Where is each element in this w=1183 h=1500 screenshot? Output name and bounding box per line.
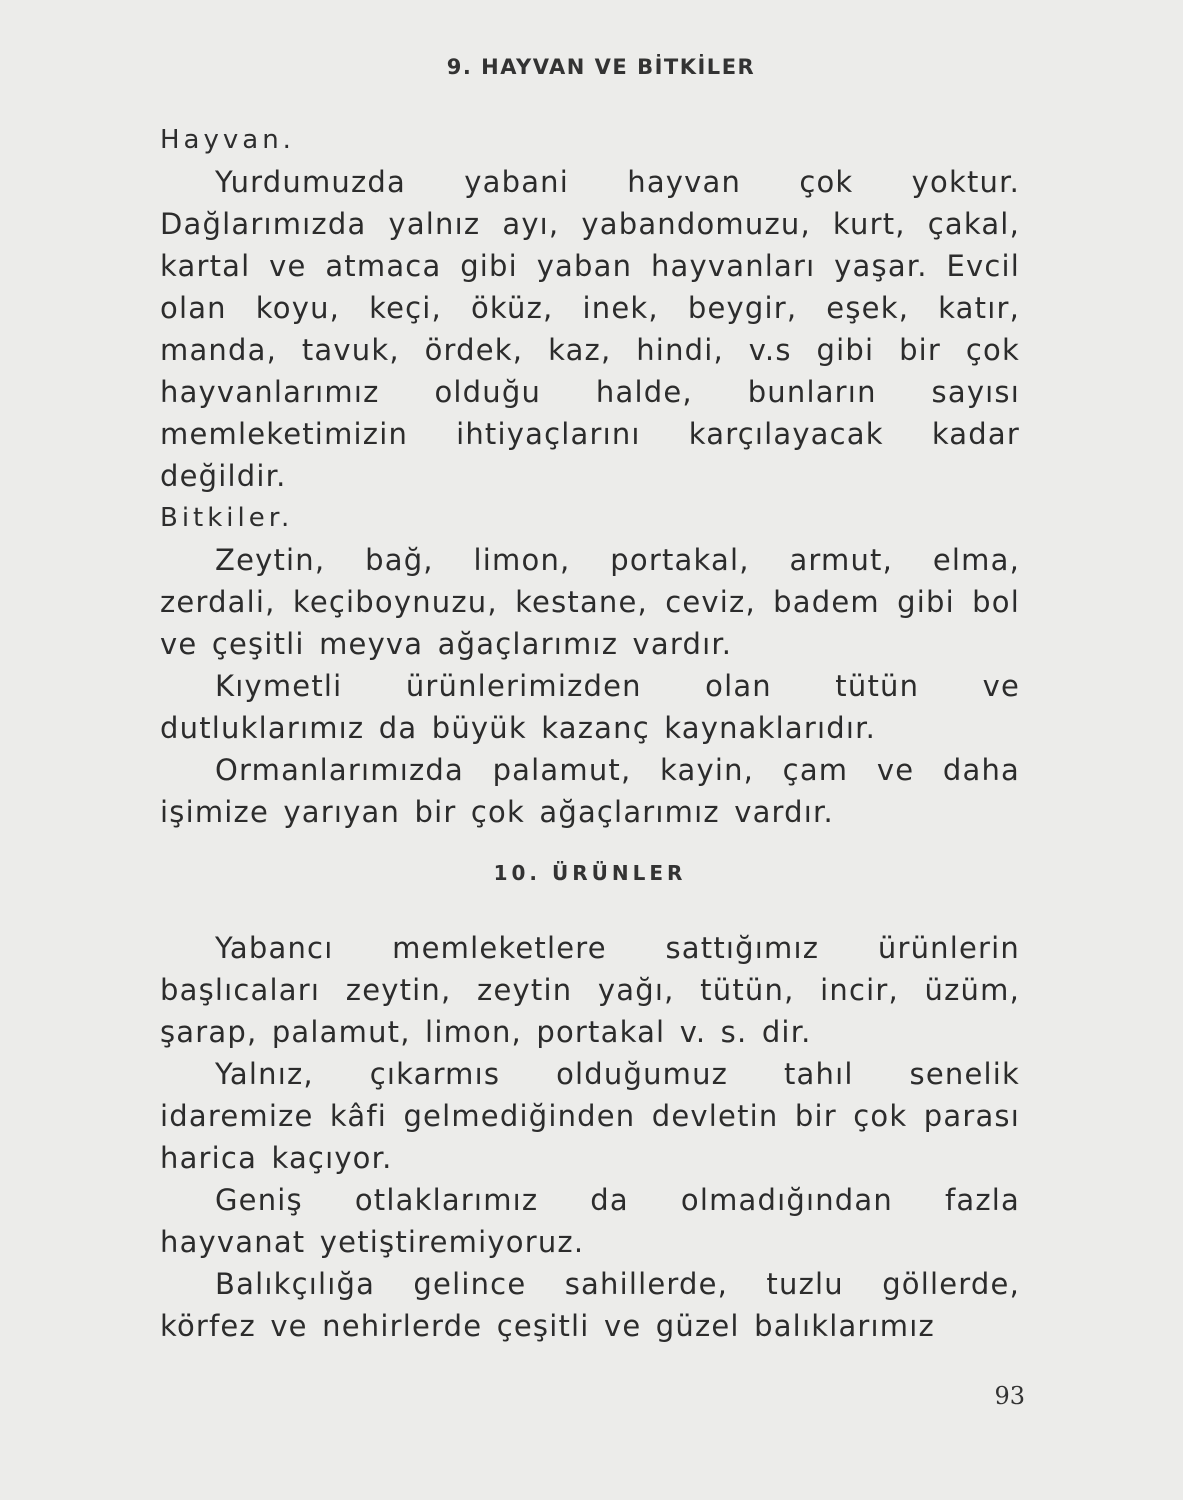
book-page	[160, 55, 1020, 1347]
bitkiler-paragraph-1: Zeytin, bağ, limon, portakal, armut, elma, zerdali, keçiboynuzu, kestane, ceviz, badem gibi bol ve çeşitli meyva ağaçlarımız vardır.	[160, 543, 1020, 661]
section-9-heading: 9. HAYVAN VE BİTKİLER	[446, 55, 756, 79]
page-number: 93	[994, 1382, 1025, 1410]
bitkiler-subheading: Bitkiler.	[160, 503, 294, 533]
urunler-paragraph-1: Yabancı memleketlere sattığımız ürünlerin başlıcaları zeytin, zeytin yağı, tütün, incir, üzüm, şarap, palamut, limon, portakal v. s. dir.	[160, 931, 1020, 1049]
urunler-paragraph-3: Geniş otlaklarımız da olmadığından fazla hayvanat yetiştiremiyoruz.	[160, 1183, 1020, 1259]
urunler-paragraph-4: Balıkçılığa gelince sahillerde, tuzlu göllerde, körfez ve nehirlerde çeşitli ve güzel balıklarımız	[160, 1267, 1020, 1343]
section-10-heading: 10. ÜRÜNLER	[493, 861, 687, 885]
hayvan-paragraph: Yurdumuzda yabani hayvan çok yoktur. Dağlarımızda yalnız ayı, yabandomuzu, kurt, çakal, kartal ve atmaca gibi yaban hayvanları yaşar. Evcil olan koyu, keçi, öküz, inek, beygir, eşek, katır, manda, tavuk, ördek, kaz, hindi, v.s gibi bir çok hayvanlarımız olduğu halde, bunların sayısı memleketimizin ihtiyaçlarını karçılayacak kadar değildir.	[160, 165, 1020, 493]
hayvan-subheading: Hayvan.	[160, 125, 295, 155]
bitkiler-paragraph-3: Ormanlarımızda palamut, kayin, çam ve daha işimize yarıyan bir çok ağaçlarımız vardır.	[160, 753, 1020, 829]
bitkiler-paragraph-2: Kıymetli ürünlerimizden olan tütün ve dutluklarımız da büyük kazanç kaynaklarıdır.	[160, 669, 1020, 745]
urunler-paragraph-2: Yalnız, çıkarmıs olduğumuz tahıl senelik idaremize kâfi gelmediğinden devletin bir çok parası harica kaçıyor.	[160, 1057, 1020, 1175]
